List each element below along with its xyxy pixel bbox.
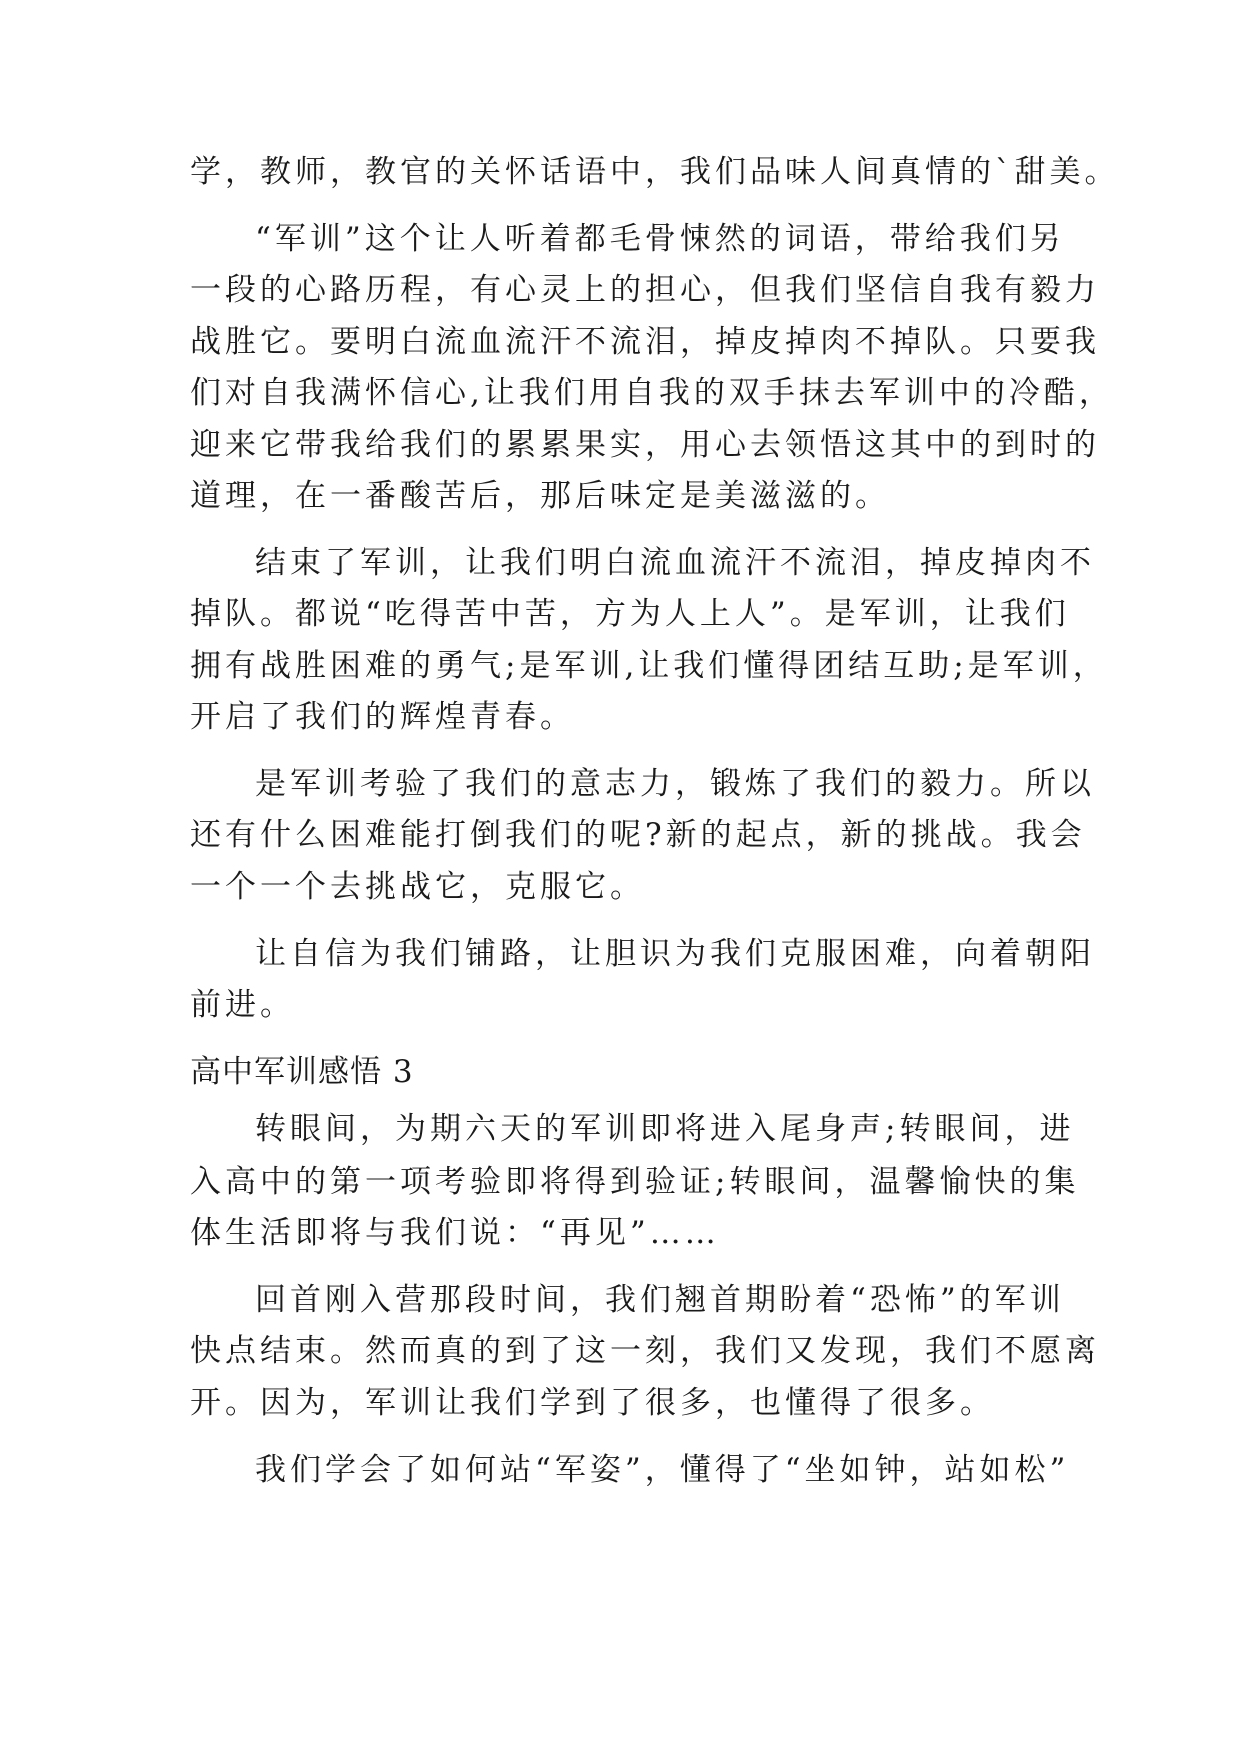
text-line: 体生活即将与我们说：“再见”……: [190, 1215, 720, 1251]
text-line: 一个一个去挑战它，克服它。: [190, 869, 645, 905]
paragraph-start-line: 我们学会了如何站“军姿”，懂得了“坐如钟，站如松”: [255, 1452, 1070, 1488]
text-line: 前进。: [190, 987, 295, 1023]
text-line: 战胜它。要明白流血流汗不流泪，掉皮掉肉不掉队。只要我: [190, 324, 1100, 360]
paragraph-start-line: 结束了军训，让我们明白流血流汗不流泪，掉皮掉肉不: [255, 545, 1095, 581]
text-line: 入高中的第一项考验即将得到验证;转眼间，温馨愉快的集: [190, 1164, 1080, 1200]
text-line: 道理，在一番酸苦后，那后味定是美滋滋的。: [190, 478, 890, 514]
paragraph-start-line: 转眼间，为期六天的军训即将进入尾身声;转眼间，进: [255, 1111, 1075, 1147]
text-line: 学，教师，教官的关怀话语中，我们品味人间真情的`甜美。: [190, 154, 1120, 190]
text-line: 还有什么困难能打倒我们的呢?新的起点，新的挑战。我会: [190, 817, 1086, 853]
text-line: 开启了我们的辉煌青春。: [190, 699, 575, 735]
text-line: 拥有战胜困难的勇气;是军训,让我们懂得团结互助;是军训，: [190, 648, 1108, 684]
paragraph-start-line: “军训”这个让人听着都毛骨悚然的词语，带给我们另: [255, 221, 1065, 257]
section-heading: 高中军训感悟 3: [190, 1054, 414, 1090]
text-line: 快点结束。然而真的到了这一刻，我们又发现，我们不愿离: [190, 1333, 1100, 1369]
paragraph-start-line: 让自信为我们铺路，让胆识为我们克服困难，向着朝阳: [255, 936, 1095, 972]
text-line: 迎来它带我给我们的累累果实，用心去领悟这其中的到时的: [190, 427, 1100, 463]
paragraph-start-line: 回首刚入营那段时间，我们翘首期盼着“恐怖”的军训: [255, 1282, 1065, 1318]
text-line: 掉队。都说“吃得苦中苦，方为人上人”。是军训，让我们: [190, 596, 1070, 632]
text-line: 开。因为，军训让我们学到了很多，也懂得了很多。: [190, 1385, 995, 1421]
paragraph-start-line: 是军训考验了我们的意志力，锻炼了我们的毅力。所以: [255, 766, 1095, 802]
text-line: 一段的心路历程，有心灵上的担心，但我们坚信自我有毅力: [190, 272, 1100, 308]
text-line: 们对自我满怀信心,让我们用自我的双手抹去军训中的冷酷，: [190, 375, 1114, 411]
